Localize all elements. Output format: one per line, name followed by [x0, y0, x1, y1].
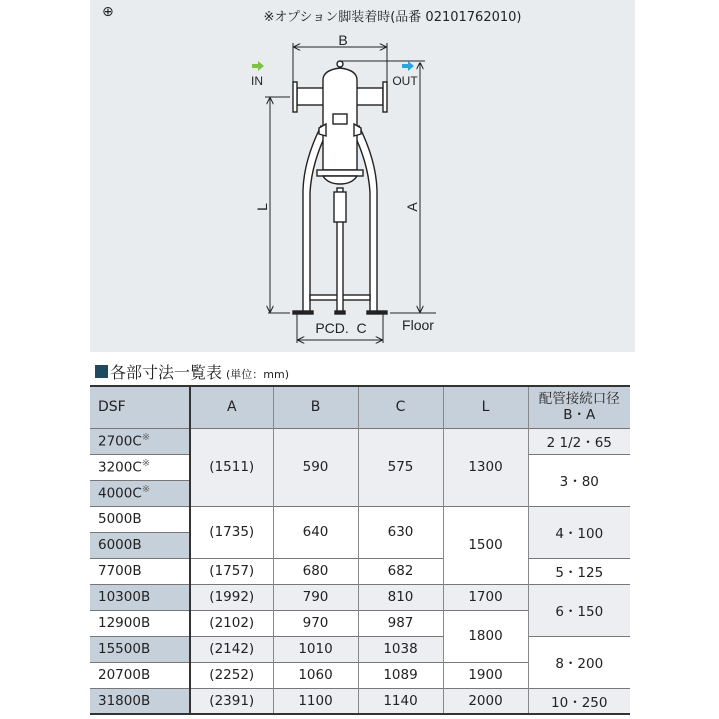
b-cell: 640: [273, 506, 358, 558]
pipe-cell: 2 1/2・65: [528, 428, 630, 454]
out-arrow-icon: [402, 61, 414, 71]
a-cell: (1735): [190, 506, 273, 558]
header-l: L: [443, 386, 528, 428]
c-cell: 810: [358, 584, 443, 610]
label-out: OUT: [392, 74, 418, 88]
l-cell: 1900: [443, 662, 528, 688]
b-cell: 1100: [273, 688, 358, 714]
dimension-table: [90, 385, 630, 715]
header-b: B: [273, 386, 358, 428]
table-row: [90, 688, 630, 714]
label-in: IN: [251, 74, 263, 88]
c-cell: 575: [358, 428, 443, 506]
label-floor: Floor: [402, 317, 434, 333]
a-cell: (2102): [190, 610, 273, 636]
b-cell: 1010: [273, 636, 358, 662]
model-cell: 12900B: [90, 610, 190, 636]
table-row: [90, 558, 630, 584]
model-cell: 2700C※: [90, 428, 190, 454]
pipe-cell: 10・250: [528, 688, 630, 714]
filter-drawing: [90, 0, 635, 352]
l-cell: 2000: [443, 688, 528, 714]
dimension-diagram: [90, 0, 635, 352]
header-c: C: [358, 386, 443, 428]
a-cell: (2252): [190, 662, 273, 688]
header-pipe-line1: 配管接続口径: [538, 391, 620, 408]
b-cell: 1060: [273, 662, 358, 688]
model-cell: 10300B: [90, 584, 190, 610]
heading-unit: (単位：mm): [226, 368, 290, 381]
l-cell: 1500: [443, 506, 528, 584]
table-row: [90, 506, 630, 532]
model-cell: 4000C※: [90, 480, 190, 506]
in-arrow-icon: [252, 61, 264, 71]
label-b: B: [338, 32, 348, 48]
l-cell: 1700: [443, 584, 528, 610]
pipe-cell: 3・80: [528, 454, 630, 506]
model-cell: 3200C※: [90, 454, 190, 480]
l-cell: 1800: [443, 610, 528, 662]
model-cell: 7700B: [90, 558, 190, 584]
label-a: A: [404, 202, 420, 212]
c-cell: 1089: [358, 662, 443, 688]
table-header: [90, 386, 630, 428]
c-cell: 987: [358, 610, 443, 636]
zoom-in-icon[interactable]: ⊕: [102, 4, 114, 20]
header-pipe: [528, 386, 630, 428]
c-cell: 630: [358, 506, 443, 558]
table-row: [90, 584, 630, 610]
model-cell: 6000B: [90, 532, 190, 558]
pipe-cell: 8・200: [528, 636, 630, 688]
a-cell: (1992): [190, 584, 273, 610]
header-pipe-line2: B・A: [563, 407, 596, 424]
pipe-cell: 4・100: [528, 506, 630, 558]
header-dsf: DSF: [90, 386, 190, 428]
section-heading: [95, 360, 289, 383]
heading-square-icon: [95, 365, 108, 378]
c-cell: 1140: [358, 688, 443, 714]
model-cell: 15500B: [90, 636, 190, 662]
label-pcd: PCD. C: [315, 320, 367, 336]
table-row: [90, 636, 630, 662]
b-cell: 970: [273, 610, 358, 636]
model-cell: 5000B: [90, 506, 190, 532]
a-cell: (2391): [190, 688, 273, 714]
l-cell: 1300: [443, 428, 528, 506]
option-note: ※オプション脚装着時(品番 02101762010): [263, 10, 522, 25]
b-cell: 680: [273, 558, 358, 584]
header-a: A: [190, 386, 273, 428]
model-cell: 20700B: [90, 662, 190, 688]
b-cell: 790: [273, 584, 358, 610]
c-cell: 1038: [358, 636, 443, 662]
pipe-cell: 5・125: [528, 558, 630, 584]
pipe-cell: 6・150: [528, 584, 630, 636]
model-cell: 31800B: [90, 688, 190, 714]
a-cell: (1757): [190, 558, 273, 584]
heading-title: 各部寸法一覧表: [110, 363, 223, 382]
a-cell: (1511): [190, 428, 273, 506]
label-l: L: [254, 203, 270, 211]
b-cell: 590: [273, 428, 358, 506]
table-row: [90, 428, 630, 454]
a-cell: (2142): [190, 636, 273, 662]
c-cell: 682: [358, 558, 443, 584]
